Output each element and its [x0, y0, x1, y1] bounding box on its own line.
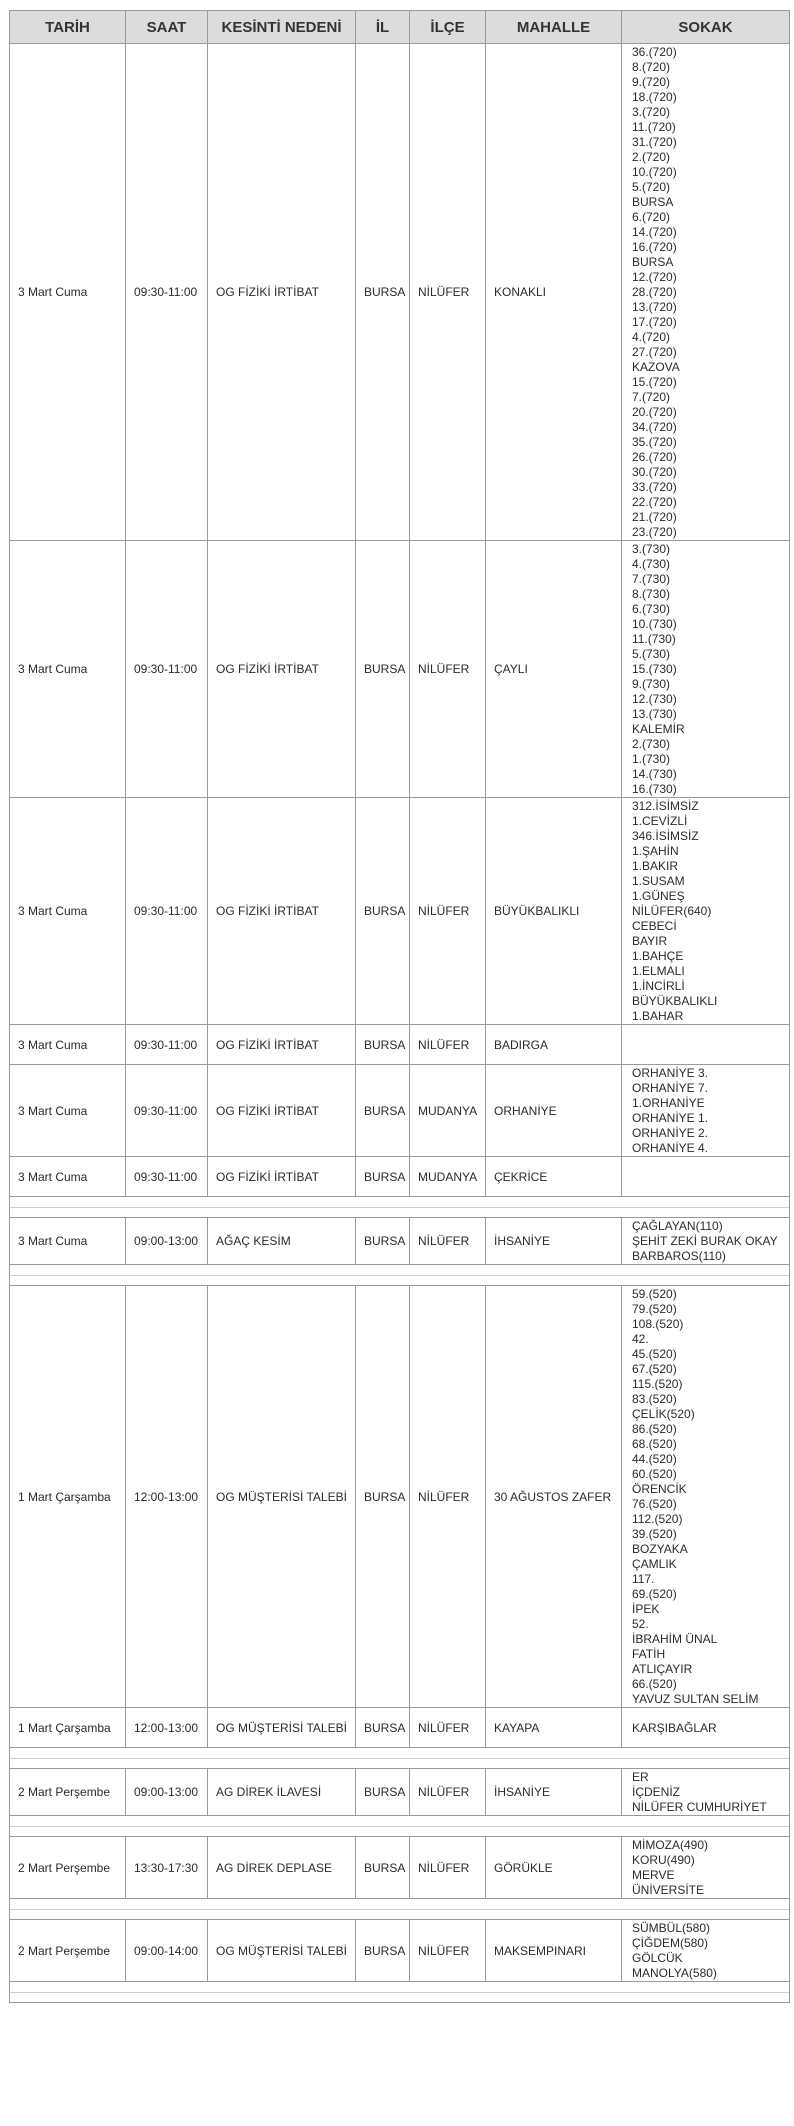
street-item: ÜNİVERSİTE: [632, 1883, 705, 1897]
street-item: BURSA: [632, 255, 674, 269]
street-item: KORU(490): [632, 1853, 695, 1867]
street-item: 346.İSİMSİZ: [632, 829, 699, 843]
saat-cell: 09:30-11:00: [126, 1157, 208, 1197]
sokak-cell: [622, 1837, 790, 1899]
street-item: 16.(720): [632, 240, 677, 254]
ilce-cell: NİLÜFER: [410, 44, 486, 541]
sokak-cell: [622, 1025, 790, 1065]
spacer-cell: [10, 1748, 790, 1769]
street-item: 13.(730): [632, 707, 677, 721]
street-item: 86.(520): [632, 1422, 677, 1436]
spacer-row: [10, 1899, 790, 1920]
kesinti-nedeni-cell: OG FİZİKİ İRTİBAT: [208, 798, 356, 1025]
street-item: 33.(720): [632, 480, 677, 494]
street-item: ORHANİYE 3.: [632, 1066, 709, 1080]
il-cell: BURSA: [356, 541, 410, 798]
street-item: İPEK: [632, 1602, 660, 1616]
street-item: 1.ORHANİYE: [632, 1096, 705, 1110]
il-cell: BURSA: [356, 44, 410, 541]
table-row: [10, 1708, 790, 1748]
il-cell: BURSA: [356, 1708, 410, 1748]
street-item: BAYIR: [632, 934, 668, 948]
street-item: 22.(720): [632, 495, 677, 509]
mahalle-cell: BÜYÜKBALIKLI: [486, 798, 622, 1025]
il-cell: BURSA: [356, 1218, 410, 1265]
kesinti-nedeni-cell: OG FİZİKİ İRTİBAT: [208, 44, 356, 541]
street-item: 11.(720): [632, 120, 676, 134]
street-item: 10.(720): [632, 165, 677, 179]
street-item: 28.(720): [632, 285, 677, 299]
street-item: 1.SUSAM: [632, 874, 685, 888]
sokak-cell: [622, 798, 790, 1025]
ilce-cell: MUDANYA: [410, 1157, 486, 1197]
saat-cell: 09:00-13:00: [126, 1769, 208, 1816]
header-saat: SAAT: [126, 11, 208, 44]
mahalle-cell: İHSANİYE: [486, 1769, 622, 1816]
street-item: MERVE: [632, 1868, 675, 1882]
ilce-cell: MUDANYA: [410, 1065, 486, 1157]
header-ilce: İLÇE: [410, 11, 486, 44]
table-row: [10, 1025, 790, 1065]
street-item: SÜMBÜL(580): [632, 1921, 711, 1935]
street-item: 8.(720): [632, 60, 671, 74]
street-item: 7.(730): [632, 572, 671, 586]
table-row: [10, 1769, 790, 1816]
kesinti-nedeni-cell: OG FİZİKİ İRTİBAT: [208, 1025, 356, 1065]
street-item: 9.(730): [632, 677, 671, 691]
street-item: 60.(520): [632, 1467, 677, 1481]
ilce-cell: NİLÜFER: [410, 1025, 486, 1065]
street-item: 16.(730): [632, 782, 677, 796]
street-item: 76.(520): [632, 1497, 677, 1511]
ilce-cell: NİLÜFER: [410, 541, 486, 798]
table-row: [10, 1065, 790, 1157]
ilce-cell: NİLÜFER: [410, 1218, 486, 1265]
ilce-cell: NİLÜFER: [410, 1708, 486, 1748]
tarih-cell: 2 Mart Perşembe: [10, 1920, 126, 1982]
street-item: YAVUZ SULTAN SELİM: [632, 1692, 759, 1706]
street-item: 12.(730): [632, 692, 677, 706]
ilce-cell: NİLÜFER: [410, 1286, 486, 1708]
mahalle-cell: ÇAYLI: [486, 541, 622, 798]
street-item: ÇİĞDEM(580): [632, 1936, 709, 1950]
street-item: 66.(520): [632, 1677, 677, 1691]
sokak-cell: [622, 1769, 790, 1816]
street-item: FATİH: [632, 1647, 666, 1661]
street-item: NİLÜFER(640): [632, 904, 712, 918]
street-item: 21.(720): [632, 510, 677, 524]
street-item: 68.(520): [632, 1437, 677, 1451]
spacer-row: [10, 1982, 790, 2003]
street-item: 6.(730): [632, 602, 671, 616]
street-item: ÇAĞLAYAN(110): [632, 1219, 723, 1233]
table-body: [10, 44, 790, 2003]
spacer-cell: [10, 1816, 790, 1837]
table-row: [10, 798, 790, 1025]
street-item: 1.ŞAHİN: [632, 844, 679, 858]
mahalle-cell: 30 AĞUSTOS ZAFER: [486, 1286, 622, 1708]
table-row: [10, 1920, 790, 1982]
spacer-row: [10, 1265, 790, 1286]
street-item: ORHANİYE 7.: [632, 1081, 709, 1095]
sokak-cell: [622, 1065, 790, 1157]
saat-cell: 13:30-17:30: [126, 1837, 208, 1899]
mahalle-cell: MAKSEMPINARI: [486, 1920, 622, 1982]
street-item: 112.(520): [632, 1512, 683, 1526]
street-item: 11.(730): [632, 632, 676, 646]
tarih-cell: 1 Mart Çarşamba: [10, 1708, 126, 1748]
street-item: MİMOZA(490): [632, 1838, 709, 1852]
tarih-cell: 3 Mart Cuma: [10, 1218, 126, 1265]
il-cell: BURSA: [356, 1157, 410, 1197]
kesinti-nedeni-cell: AĞAÇ KESİM: [208, 1218, 356, 1265]
mahalle-cell: KAYAPA: [486, 1708, 622, 1748]
street-item: GÖLCÜK: [632, 1951, 683, 1965]
street-item: 30.(720): [632, 465, 677, 479]
street-item: 1.(730): [632, 752, 671, 766]
kesinti-nedeni-cell: OG FİZİKİ İRTİBAT: [208, 1065, 356, 1157]
street-item: 8.(730): [632, 587, 671, 601]
header-kesinti-nedeni: KESİNTİ NEDENİ: [208, 11, 356, 44]
street-item: 1.ELMALI: [632, 964, 685, 978]
outage-table-container: [9, 10, 794, 2003]
il-cell: BURSA: [356, 1286, 410, 1708]
street-item: 17.(720): [632, 315, 677, 329]
street-item: 44.(520): [632, 1452, 677, 1466]
kesinti-nedeni-cell: OG MÜŞTERİSİ TALEBİ: [208, 1920, 356, 1982]
street-item: 2.(720): [632, 150, 671, 164]
street-item: 20.(720): [632, 405, 677, 419]
table-row: [10, 1837, 790, 1899]
ilce-cell: NİLÜFER: [410, 798, 486, 1025]
saat-cell: 12:00-13:00: [126, 1708, 208, 1748]
street-item: 3.(720): [632, 105, 671, 119]
street-item: BÜYÜKBALIKLI: [632, 994, 718, 1008]
street-item: 4.(720): [632, 330, 671, 344]
spacer-row: [10, 1197, 790, 1218]
sokak-cell: [622, 1218, 790, 1265]
street-item: 36.(720): [632, 45, 677, 59]
sokak-cell: [622, 1920, 790, 1982]
street-item: 1.CEVİZLİ: [632, 814, 688, 828]
tarih-cell: 3 Mart Cuma: [10, 798, 126, 1025]
street-item: 34.(720): [632, 420, 677, 434]
street-item: KAZOVA: [632, 360, 680, 374]
street-item: 5.(720): [632, 180, 671, 194]
street-item: NİLÜFER CUMHURİYET: [632, 1800, 767, 1814]
kesinti-nedeni-cell: OG MÜŞTERİSİ TALEBİ: [208, 1286, 356, 1708]
street-item: 1.İNCİRLİ: [632, 979, 685, 993]
street-item: BOZYAKA: [632, 1542, 688, 1556]
street-item: 1.BAHÇE: [632, 949, 684, 963]
table-row: [10, 44, 790, 541]
mahalle-cell: ÇEKRİCE: [486, 1157, 622, 1197]
street-item: 14.(730): [632, 767, 677, 781]
spacer-row: [10, 1816, 790, 1837]
street-item: CEBECİ: [632, 919, 677, 933]
mahalle-cell: KONAKLI: [486, 44, 622, 541]
street-item: 45.(520): [632, 1347, 677, 1361]
il-cell: BURSA: [356, 1065, 410, 1157]
kesinti-nedeni-cell: AG DİREK İLAVESİ: [208, 1769, 356, 1816]
street-item: 15.(720): [632, 375, 677, 389]
sokak-cell: [622, 1157, 790, 1197]
street-item: ORHANİYE 1.: [632, 1111, 709, 1125]
saat-cell: 09:30-11:00: [126, 1065, 208, 1157]
street-item: 7.(720): [632, 390, 671, 404]
il-cell: BURSA: [356, 1837, 410, 1899]
street-item: 1.GÜNEŞ: [632, 889, 685, 903]
street-item: 67.(520): [632, 1362, 677, 1376]
street-item: 1.BAHAR: [632, 1009, 684, 1023]
tarih-cell: 3 Mart Cuma: [10, 1065, 126, 1157]
street-item: 9.(720): [632, 75, 671, 89]
street-item: 83.(520): [632, 1392, 677, 1406]
sokak-cell: [622, 1286, 790, 1708]
street-item: 42.: [632, 1332, 649, 1346]
street-item: 14.(720): [632, 225, 677, 239]
street-item: 69.(520): [632, 1587, 677, 1601]
saat-cell: 09:00-13:00: [126, 1218, 208, 1265]
street-item: 26.(720): [632, 450, 677, 464]
saat-cell: 09:30-11:00: [126, 798, 208, 1025]
street-item: ORHANİYE 2.: [632, 1126, 709, 1140]
tarih-cell: 3 Mart Cuma: [10, 1025, 126, 1065]
sokak-cell: [622, 44, 790, 541]
tarih-cell: 2 Mart Perşembe: [10, 1837, 126, 1899]
mahalle-cell: ORHANİYE: [486, 1065, 622, 1157]
street-item: KARŞIBAĞLAR: [632, 1720, 717, 1735]
street-item: ÖRENCİK: [632, 1482, 687, 1496]
street-item: İBRAHİM ÜNAL: [632, 1632, 718, 1646]
street-item: 10.(730): [632, 617, 677, 631]
street-item: İÇDENİZ: [632, 1785, 680, 1799]
street-item: 6.(720): [632, 210, 671, 224]
ilce-cell: NİLÜFER: [410, 1920, 486, 1982]
street-item: 18.(720): [632, 90, 677, 104]
street-item: 27.(720): [632, 345, 677, 359]
header-il: İL: [356, 11, 410, 44]
table-row: [10, 1286, 790, 1708]
table-row: [10, 1218, 790, 1265]
tarih-cell: 1 Mart Çarşamba: [10, 1286, 126, 1708]
il-cell: BURSA: [356, 1025, 410, 1065]
spacer-cell: [10, 1899, 790, 1920]
mahalle-cell: BADIRGA: [486, 1025, 622, 1065]
kesinti-nedeni-cell: OG FİZİKİ İRTİBAT: [208, 541, 356, 798]
il-cell: BURSA: [356, 1920, 410, 1982]
street-item: 31.(720): [632, 135, 677, 149]
table-row: [10, 1157, 790, 1197]
street-item: ATLIÇAYIR: [632, 1662, 693, 1676]
il-cell: BURSA: [356, 1769, 410, 1816]
mahalle-cell: İHSANİYE: [486, 1218, 622, 1265]
street-item: 59.(520): [632, 1287, 677, 1301]
header-tarih: TARİH: [10, 11, 126, 44]
street-item: 108.(520): [632, 1317, 684, 1331]
street-item: 3.(730): [632, 542, 671, 556]
tarih-cell: 3 Mart Cuma: [10, 541, 126, 798]
street-item: KALEMİR: [632, 722, 685, 736]
kesinti-nedeni-cell: OG MÜŞTERİSİ TALEBİ: [208, 1708, 356, 1748]
street-item: 35.(720): [632, 435, 677, 449]
tarih-cell: 3 Mart Cuma: [10, 44, 126, 541]
saat-cell: 09:00-14:00: [126, 1920, 208, 1982]
street-item: BARBAROS(110): [632, 1249, 726, 1263]
street-item: 4.(730): [632, 557, 671, 571]
table-row: [10, 541, 790, 798]
outage-table: [9, 10, 790, 2003]
street-item: 1.BAKIR: [632, 859, 679, 873]
ilce-cell: NİLÜFER: [410, 1837, 486, 1899]
street-item: 39.(520): [632, 1527, 677, 1541]
street-item: BURSA: [632, 195, 674, 209]
street-item: 117.: [632, 1572, 655, 1586]
street-item: 79.(520): [632, 1302, 677, 1316]
header-row: [10, 11, 790, 44]
street-item: ER: [632, 1770, 649, 1784]
kesinti-nedeni-cell: OG FİZİKİ İRTİBAT: [208, 1157, 356, 1197]
ilce-cell: NİLÜFER: [410, 1769, 486, 1816]
street-item: 15.(730): [632, 662, 677, 676]
street-item: 312.İSİMSİZ: [632, 799, 699, 813]
header-mahalle: MAHALLE: [486, 11, 622, 44]
street-item: 13.(720): [632, 300, 677, 314]
street-item: 52.: [632, 1617, 649, 1631]
street-item: ÇELİK(520): [632, 1407, 695, 1421]
street-item: 115.(520): [632, 1377, 683, 1391]
saat-cell: 09:30-11:00: [126, 44, 208, 541]
kesinti-nedeni-cell: AG DİREK DEPLASE: [208, 1837, 356, 1899]
tarih-cell: 3 Mart Cuma: [10, 1157, 126, 1197]
spacer-row: [10, 1748, 790, 1769]
header-sokak: SOKAK: [622, 11, 790, 44]
spacer-cell: [10, 1982, 790, 2003]
street-item: 12.(720): [632, 270, 677, 284]
mahalle-cell: GÖRÜKLE: [486, 1837, 622, 1899]
street-item: MANOLYA(580): [632, 1966, 717, 1980]
street-item: ÇAMLIK: [632, 1557, 677, 1571]
tarih-cell: 2 Mart Perşembe: [10, 1769, 126, 1816]
il-cell: BURSA: [356, 798, 410, 1025]
saat-cell: 12:00-13:00: [126, 1286, 208, 1708]
sokak-cell: [622, 541, 790, 798]
street-item: 23.(720): [632, 525, 677, 539]
street-item: 5.(730): [632, 647, 671, 661]
street-item: ORHANİYE 4.: [632, 1141, 709, 1155]
street-item: ŞEHİT ZEKİ BURAK OKAY: [632, 1234, 778, 1248]
spacer-cell: [10, 1265, 790, 1286]
street-item: 2.(730): [632, 737, 671, 751]
spacer-cell: [10, 1197, 790, 1218]
saat-cell: 09:30-11:00: [126, 1025, 208, 1065]
sokak-cell: [622, 1708, 790, 1748]
saat-cell: 09:30-11:00: [126, 541, 208, 798]
